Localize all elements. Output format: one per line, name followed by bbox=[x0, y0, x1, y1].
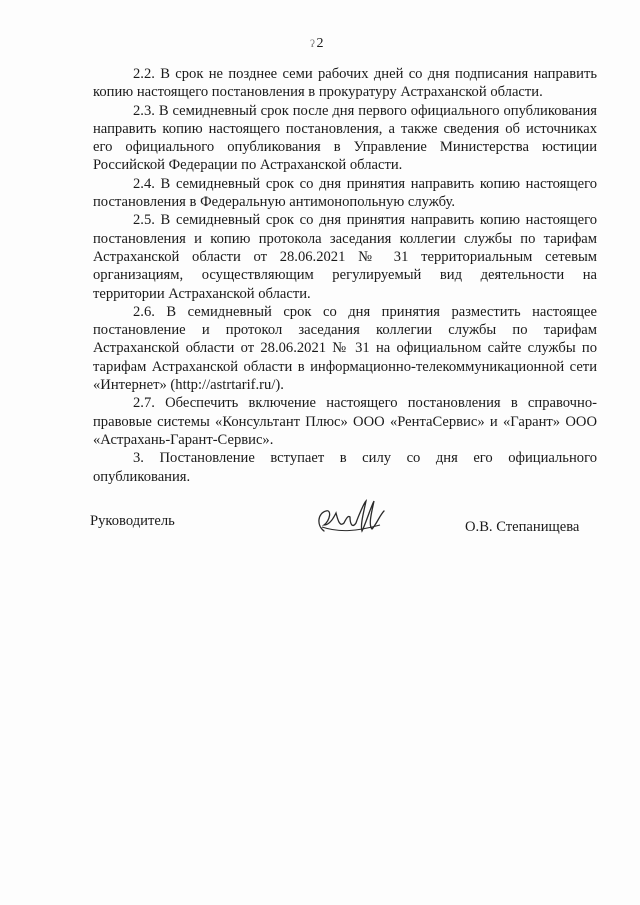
paragraph-2-7: 2.7. Обеспечить включение настоящего постановления в справочно-правовые системы «Консультант Плюс» ООО «РентаСервис» и «Гарант» ООО «Астрахань-Гарант-Сервис». bbox=[93, 395, 597, 448]
paragraph-2-2: 2.2. В срок не позднее семи рабочих дней со дня подписания направить копию настоящего постановления в прокуратуру Астраханской области. bbox=[93, 66, 597, 101]
paragraph-2-3: 2.3. В семидневный срок после дня первого официального опубликования направить копию настоящего постановления, а также сведения об источниках его официального опубликования в Управление Министерства юстиции Российской Федерации по Астраханской области. bbox=[93, 102, 597, 174]
handwritten-signature bbox=[310, 495, 400, 540]
corner-mark: ʔ bbox=[310, 38, 315, 50]
signatory-role: Руководитель bbox=[90, 513, 175, 529]
paragraph-2-5: 2.5. В семидневный срок со дня принятия направить копию настоящего постановления и копию протокола заседания коллегии службы по тарифам Астраханской области от 28.06.2021 № 31 территориальным сетевым организациям, осуществляющим регулируемый вид деятельности на территории Астраханской области. bbox=[93, 212, 597, 302]
paragraph-3: 3. Постановление вступает в силу со дня его официального опубликования. bbox=[93, 450, 597, 485]
page-number: 2 bbox=[316, 36, 324, 51]
signatory-name: О.В. Степанищева bbox=[465, 519, 580, 535]
paragraph-2-6: 2.6. В семидневный срок со дня принятия разместить настоящее постановление и протокол заседания коллегии службы по тарифам Астраханской области от 28.06.2021 № 31 на официальном сайте службы по тарифам Астраханской области в информационно-телекоммуникационной сети «Интернет» (http://astrtarif.ru/). bbox=[93, 303, 597, 394]
signature-block bbox=[0, 495, 640, 555]
paragraph-2-4: 2.4. В семидневный срок со дня принятия направить копию настоящего постановления в Федеральную антимонопольную службу. bbox=[93, 175, 597, 211]
document-body bbox=[93, 65, 597, 486]
